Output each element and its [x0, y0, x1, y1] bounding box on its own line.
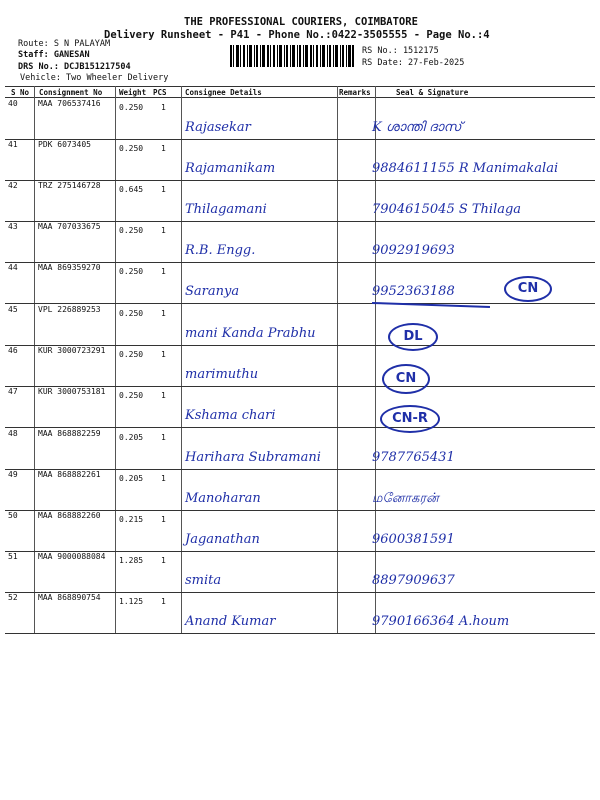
- row-pcs: 1: [161, 391, 166, 400]
- row-consignee-handwritten: Anand Kumar: [185, 614, 276, 629]
- col-header-consignment: Consignment No: [39, 88, 103, 97]
- row-signature-handwritten: 9790166364 A.houm: [372, 614, 510, 629]
- row-sno: 47: [8, 387, 18, 396]
- row-signature-handwritten: 9600381591: [372, 532, 455, 547]
- row-signature-handwritten: 9787765431: [372, 450, 455, 465]
- row-pcs: 1: [161, 309, 166, 318]
- row-consignee-handwritten: smita: [185, 573, 222, 588]
- row-sno: 52: [8, 593, 18, 602]
- row-sno: 46: [8, 346, 18, 355]
- stamp-cn: CN: [382, 364, 430, 394]
- row-sno: 49: [8, 470, 18, 479]
- col-header-remarks: Remarks: [339, 88, 371, 97]
- row-pcs: 1: [161, 515, 166, 524]
- row-consignee-handwritten: Harihara Subramani: [185, 450, 321, 465]
- row-signature-handwritten: 9884611155 R Manimakalai: [372, 161, 559, 176]
- row-pcs: 1: [161, 267, 166, 276]
- row-weight: 0.250: [119, 103, 144, 112]
- row-sno: 41: [8, 140, 18, 149]
- vehicle-label: Vehicle: Two Wheeler Delivery: [20, 73, 169, 83]
- row-weight: 0.645: [119, 185, 144, 194]
- row-consignee-handwritten: Thilagamani: [185, 202, 267, 217]
- row-weight: 1.125: [119, 597, 144, 606]
- row-divider: [5, 427, 595, 428]
- rs-date-label: RS Date: 27-Feb-2025: [362, 58, 465, 68]
- row-consignee-handwritten: Rajasekar: [185, 120, 251, 135]
- row-signature-handwritten: K ശാന്തി ദാസ്: [372, 120, 462, 135]
- row-weight: 0.250: [119, 226, 144, 235]
- row-divider: [5, 139, 595, 140]
- row-consignment-no: KUR 3000753181: [38, 387, 106, 396]
- row-consignee-handwritten: Kshama chari: [185, 408, 276, 423]
- row-pcs: 1: [161, 226, 166, 235]
- row-sno: 50: [8, 511, 18, 520]
- row-consignment-no: KUR 3000723291: [38, 346, 106, 355]
- row-consignee-handwritten: Rajamanikam: [185, 161, 276, 176]
- col-header-consignee: Consignee Details: [185, 88, 262, 97]
- row-signature-handwritten: 8897909637: [372, 573, 455, 588]
- col-header-pcs: PCS: [153, 88, 167, 97]
- stamp-dl: DL: [388, 323, 438, 351]
- row-sno: 44: [8, 263, 18, 272]
- route-label: Route: S N PALAYAM: [18, 39, 111, 49]
- row-divider: [5, 633, 595, 634]
- row-consignment-no: MAA 9000088084: [38, 552, 106, 561]
- row-pcs: 1: [161, 350, 166, 359]
- staff-label: Staff: GANESAN: [18, 50, 90, 60]
- row-weight: 0.250: [119, 391, 144, 400]
- row-consignment-no: MAA 868882261: [38, 470, 101, 479]
- row-weight: 1.285: [119, 556, 144, 565]
- row-consignee-handwritten: marimuthu: [185, 367, 259, 382]
- row-consignment-no: MAA 868882259: [38, 429, 101, 438]
- row-sno: 48: [8, 429, 18, 438]
- row-consignee-handwritten: Saranya: [185, 284, 240, 299]
- row-pcs: 1: [161, 556, 166, 565]
- runsheet-title: Delivery Runsheet - P41 - Phone No.:0422-3505555 - Page No.:4: [104, 29, 490, 41]
- barcode: [230, 45, 354, 67]
- row-consignment-no: MAA 707033675: [38, 222, 101, 231]
- row-weight: 0.250: [119, 267, 144, 276]
- row-divider: [5, 303, 595, 304]
- row-consignment-no: MAA 706537416: [38, 99, 101, 108]
- row-pcs: 1: [161, 433, 166, 442]
- row-signature-handwritten: 9092919693: [372, 243, 455, 258]
- row-weight: 0.250: [119, 144, 144, 153]
- row-weight: 0.205: [119, 474, 144, 483]
- row-consignee-handwritten: Manoharan: [185, 491, 261, 506]
- row-sno: 42: [8, 181, 18, 190]
- drs-label: DRS No.: DCJB151217504: [18, 62, 131, 72]
- row-weight: 0.215: [119, 515, 144, 524]
- row-signature-handwritten: 9952363188: [372, 284, 455, 299]
- row-sno: 51: [8, 552, 18, 561]
- table-top-border: [5, 86, 595, 87]
- row-consignee-handwritten: R.B. Engg.: [185, 243, 256, 258]
- row-sno: 45: [8, 305, 18, 314]
- stamp-cn: CN: [504, 276, 552, 302]
- row-consignment-no: PDK 6073405: [38, 140, 91, 149]
- row-consignee-handwritten: Jaganathan: [185, 532, 260, 547]
- row-consignment-no: MAA 868882260: [38, 511, 101, 520]
- row-consignment-no: MAA 868890754: [38, 593, 101, 602]
- row-pcs: 1: [161, 474, 166, 483]
- col-header-weight: Weight: [119, 88, 147, 97]
- row-consignee-handwritten: mani Kanda Prabhu: [185, 326, 316, 341]
- row-consignment-no: MAA 869359270: [38, 263, 101, 272]
- row-pcs: 1: [161, 103, 166, 112]
- row-sno: 43: [8, 222, 18, 231]
- header-bottom-border: [5, 97, 595, 98]
- rs-no-label: RS No.: 1512175: [362, 46, 439, 56]
- row-signature-handwritten: மனோகரன்: [372, 491, 439, 506]
- row-consignment-no: TRZ 275146728: [38, 181, 101, 190]
- row-pcs: 1: [161, 597, 166, 606]
- row-sno: 40: [8, 99, 18, 108]
- row-weight: 0.250: [119, 350, 144, 359]
- row-weight: 0.250: [119, 309, 144, 318]
- row-consignment-no: VPL 226889253: [38, 305, 101, 314]
- col-header-seal: Seal & Signature: [396, 88, 469, 97]
- row-pcs: 1: [161, 144, 166, 153]
- stamp-cn-r: CN-R: [380, 405, 440, 433]
- company-title: THE PROFESSIONAL COURIERS, COIMBATORE: [184, 16, 418, 28]
- row-weight: 0.205: [119, 433, 144, 442]
- row-signature-handwritten: 7904615045 S Thilaga: [372, 202, 522, 217]
- col-header-sno: S No: [11, 88, 30, 97]
- row-pcs: 1: [161, 185, 166, 194]
